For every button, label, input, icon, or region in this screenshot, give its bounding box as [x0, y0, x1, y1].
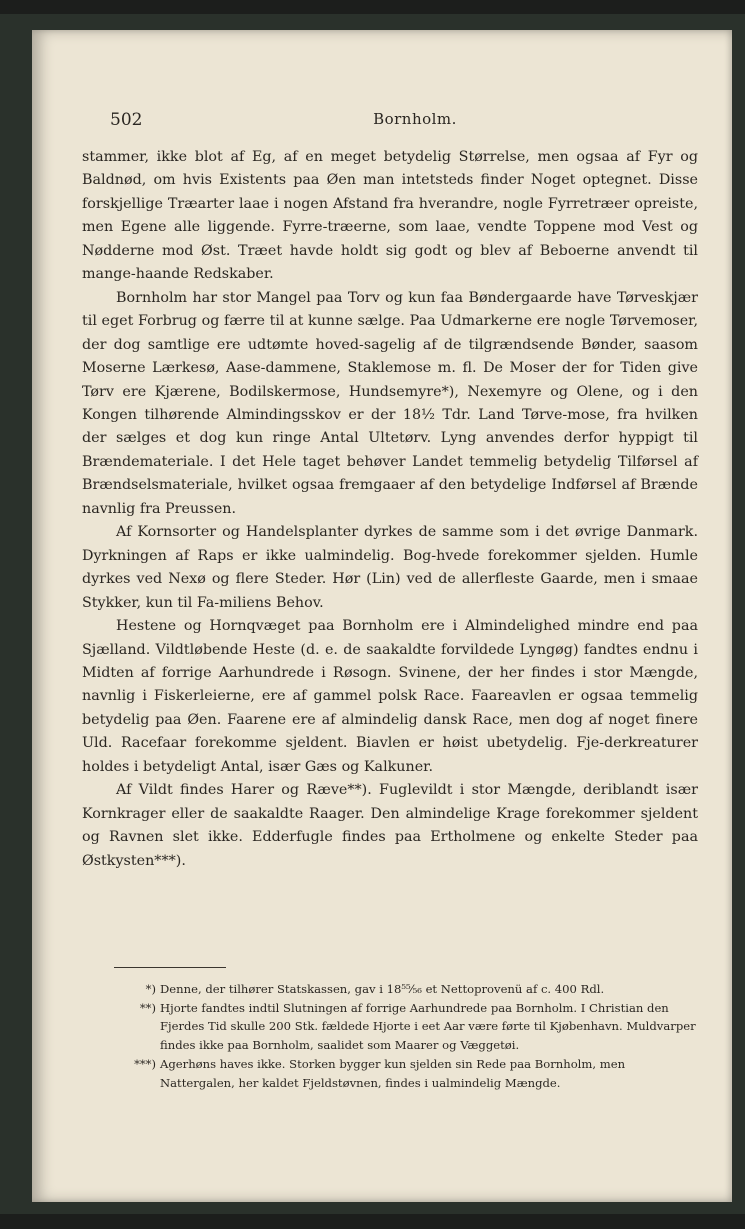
- footnote-mark: *): [145, 982, 156, 996]
- footnote: [120, 999, 700, 1055]
- footnote-mark: ***): [134, 1056, 156, 1071]
- footnote-text: Agerhøns haves ikke. Storken bygger kun sjelden sin Rede paa Bornholm, men Nattergalen, her kaldet Fjeldstøvnen, findes i ualmindelig Mængde.: [160, 1056, 626, 1090]
- running-head: Bornholm.: [373, 110, 457, 128]
- footnote-mark: **): [139, 1000, 156, 1015]
- footnote-text: Hjorte fandtes indtil Slutningen af forrige Aarhundrede paa Bornholm. I Christian den Fjerdes Tid skulle 200 Stk. fældede Hjorte i eet Aar være førte til Kjøbenhavn. Muldvarper findes ikke paa Bornholm, saalidet som Maarer og Væggetøi.: [160, 1000, 696, 1053]
- footnotes: [120, 980, 700, 1092]
- footnote: [120, 980, 700, 999]
- page-header: [110, 110, 700, 138]
- book-page: [32, 30, 732, 1202]
- footnote: [120, 1055, 700, 1092]
- paragraph: Hestene og Hornqvæget paa Bornholm ere i Almindelighed mindre end paa Sjælland. Vildtløbende Heste (d. e. de saakaldte forvildede Lyngøg) fandtes endnu i Midten af forrige Aarhundrede i Røsogn. Svinene, der her findes i stor Mængde, navnlig i Fiskerleierne, ere af gammel polsk Race. Faareavlen er ogsaa temmelig betydelig paa Øen. Faarene ere af almindelig dansk Race, men dog af noget finere Uld. Racefaar forekomme sjeldent. Biavlen er høist ubetydelig. Fje-derkreaturer holdes i betydeligt Antal, især Gæs og Kalkuner.: [82, 618, 698, 775]
- footnote-text: Denne, der tilhører Statskassen, gav i 18⁵⁵⁄₅₆ et Nettoprovenü af c. 400 Rdl.: [160, 982, 605, 996]
- body-text: [82, 146, 698, 873]
- paragraph: Af Kornsorter og Handelsplanter dyrkes de samme som i det øvrige Danmark. Dyrkningen af Raps er ikke ualmindelig. Bog-hvede forekommer sjelden. Humle dyrkes ved Nexø og flere Steder. Hør (Lin) ved de allerfleste Gaarde, men i smaae Stykker, kun til Fa-miliens Behov.: [82, 524, 698, 611]
- paragraph: Af Vildt findes Harer og Ræve**). Fuglevildt i stor Mængde, deriblandt især Kornkrager eller de saakaldte Raager. Den almindelige Krage forekommer sjeldent og Ravnen slet ikke. Edderfugle findes paa Ertholmene og enkelte Steder paa Østkysten***).: [82, 782, 698, 869]
- page-number: 502: [110, 110, 143, 130]
- paragraph: stammer, ikke blot af Eg, af en meget betydelig Størrelse, men ogsaa af Fyr og Baldnød, om hvis Existents paa Øen man intetsteds finder Noget optegnet. Disse forskjellige Træarter laae i nogen Afstand fra hverandre, nogle Fyrretræer opreiste, men Egene alle liggende. Fyrre-træerne, som laae, vendte Toppene mod Vest og Nødderne mod Øst. Træet havde holdt sig godt og blev af Beboerne anvendt til mange-haande Redskaber.: [82, 149, 698, 283]
- paragraph: Bornholm har stor Mangel paa Torv og kun faa Bøndergaarde have Tørveskjær til eget Forbrug og færre til at kunne sælge. Paa Udmarkerne ere nogle Tørvemoser, der dog samtlige ere udtømte hoved-sagelig af de tilgrændsende Bønder, saasom Moserne Lærkesø, Aase-dammene, Staklemose m. fl. De Moser der for Tiden give Tørv ere Kjærene, Bodilskermose, Hundsemyre*), Nexemyre og Olene, og i den Kongen tilhørende Almindingsskov er der 18¹⁄₂ Tdr. Land Tørve-mose, fra hvilken der sælges et dog kun ringe Antal Ultetørv. Lyng anvendes derfor hyppigt til Brændematerialе. I det Hele taget behøver Landet temmelig betydelig Tilførsel af Brændselsmateriale, hvilket ogsaa fremgaaer af den betydelige Indførsel af Brænde navnlig fra Preussen.: [82, 289, 698, 517]
- footnote-divider: [114, 967, 226, 968]
